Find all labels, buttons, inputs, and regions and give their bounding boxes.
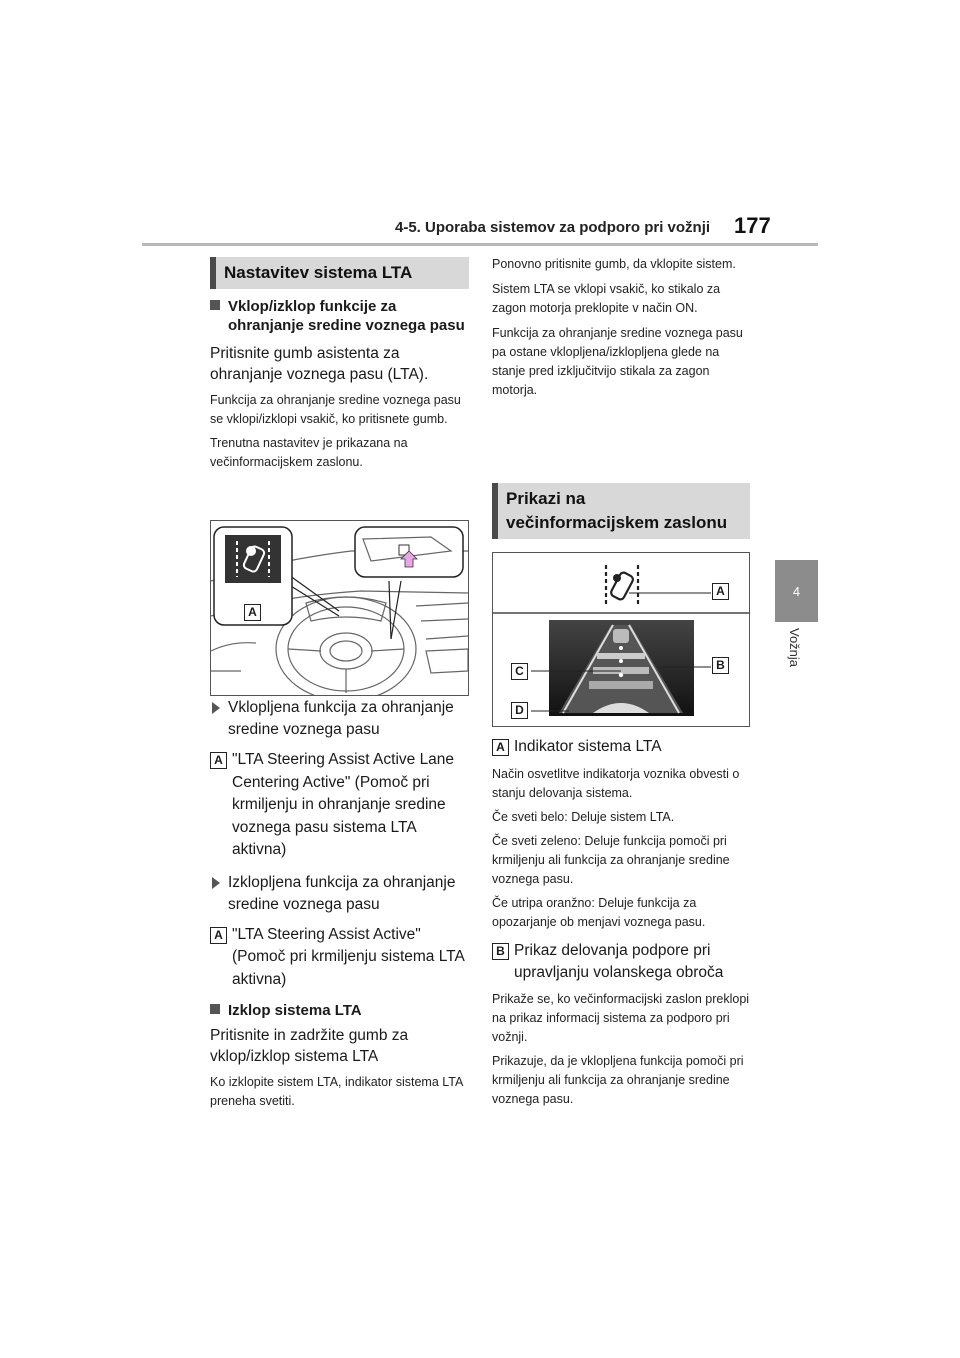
note-lta-off: Ko izklopite sistem LTA, indikator sistema LTA preneha svetiti. <box>210 1075 463 1108</box>
subhead-text: Izklop sistema LTA <box>228 1002 362 1019</box>
instruction-press-button: Pritisnite gumb asistenta za ohranjanje voznega pasu (LTA). <box>210 345 429 383</box>
note-white: Če sveti belo: Deluje sistem LTA. <box>492 809 675 824</box>
label-a-box: A <box>492 739 509 756</box>
section-header-line2: večinformacijskem zaslonu <box>506 513 728 532</box>
message-disabled-text: "LTA Steering Assist Active" (Pomoč pri krmiljenju sistema LTA aktivna) <box>232 925 464 988</box>
item-lta-indicator <box>492 736 750 759</box>
instruction-hold-button: Pritisnite in zadržite gumb za vklop/izklop sistema LTA <box>210 1027 409 1065</box>
note-press-again: Ponovno pritisnite gumb, da vklopite sistem. <box>492 257 736 271</box>
message-disabled <box>210 924 468 992</box>
left-column-top <box>210 297 468 472</box>
figure-steering-wheel-button <box>210 520 469 696</box>
chapter-section-title: 4-5. Uporaba sistemov za podporo pri vožnji <box>395 219 711 236</box>
square-bullet-icon <box>210 1004 220 1014</box>
right-column-items <box>492 736 750 1109</box>
state-enabled-text: Vklopljena funkcija za ohranjanje sredine voznega pasu <box>228 699 454 738</box>
figure-label-d: D <box>511 702 528 719</box>
note-green: Če sveti zeleno: Deluje funkcija pomoči pri krmiljenju ali funkcija za ohranjanje sredine voznega pasu. <box>492 833 730 886</box>
right-column-top <box>492 255 750 400</box>
left-column-items <box>210 697 468 1111</box>
header-rule <box>142 243 818 246</box>
square-bullet-icon <box>210 300 220 310</box>
state-disabled <box>210 872 468 916</box>
chapter-tab <box>775 560 818 622</box>
subhead-text: Vklop/izklop funkcije za ohranjanje sredine voznega pasu <box>228 298 465 334</box>
figure-label-a: A <box>244 604 261 621</box>
note-state-retained: Funkcija za ohranjanje sredine voznega pasu pa ostane vklopljena/izklopljena glede na stanje pred izključitvijo stikala za zagon motorja. <box>492 326 743 397</box>
item-steering-support-display <box>492 940 750 985</box>
label-a-box: A <box>210 752 227 769</box>
chapter-tab-number: 4 <box>792 583 801 599</box>
figure-label-c: C <box>511 663 528 680</box>
section-header-lta-settings: Nastavitev sistema LTA <box>210 257 469 289</box>
note-display-shown: Prikaže se, ko večinformacijski zaslon preklopi na prikaz informacij sistema za podporo pri vožnji. <box>492 991 750 1044</box>
figure-multi-info-display <box>492 552 750 727</box>
display-illustration <box>493 553 749 726</box>
note-indicator-mode: Način osvetlitve indikatorja voznika obvesti o stanju delovanja sistema. <box>492 766 740 800</box>
note-orange: Če utripa oranžno: Deluje funkcija za opozarjanje ob menjavi voznega pasu. <box>492 895 706 929</box>
item-lta-indicator-text: Indikator sistema LTA <box>514 738 662 755</box>
subhead-lane-centering-toggle <box>210 297 468 335</box>
label-b-box: B <box>492 943 509 960</box>
state-enabled <box>210 697 468 741</box>
state-disabled-text: Izklopljena funkcija za ohranjanje sredine voznega pasu <box>228 873 456 913</box>
message-enabled-text: "LTA Steering Assist Active Lane Centering Active" (Pomoč pri krmiljenju in ohranjanje sredine voznega pasu sistema LTA aktivna) <box>232 751 455 858</box>
page-number: 177 <box>734 213 771 238</box>
subhead-lta-off <box>210 1001 468 1020</box>
chapter-tab-label: Vožnja <box>787 628 802 668</box>
section-header-mid-displays <box>492 483 750 539</box>
item-steering-support-text: Prikaz delovanja podpore pri upravljanju volanskega obroča <box>514 941 724 981</box>
label-a-box: A <box>210 927 227 944</box>
message-enabled <box>210 749 468 862</box>
figure-label-b: B <box>712 657 729 674</box>
note-engine-on: Sistem LTA se vklopi vsakič, ko stikalo za zagon motorja preklopite v način ON. <box>492 282 721 315</box>
note-toggle: Funkcija za ohranjanje sredine voznega pasu se vklopi/izklopi vsakič, ko pritisnete gumb. <box>210 393 461 426</box>
note-current-setting: Trenutna nastavitev je prikazana na večinformacijskem zaslonu. <box>210 436 408 469</box>
arrow-bullet-icon <box>212 702 220 714</box>
note-display-meaning: Prikazuje, da je vklopljena funkcija pomoči pri krmiljenju ali funkcija za ohranjanje sredine voznega pasu. <box>492 1053 744 1106</box>
section-header-line1: Prikazi na <box>506 489 586 508</box>
arrow-bullet-icon <box>212 877 220 889</box>
figure-label-a: A <box>712 583 729 600</box>
